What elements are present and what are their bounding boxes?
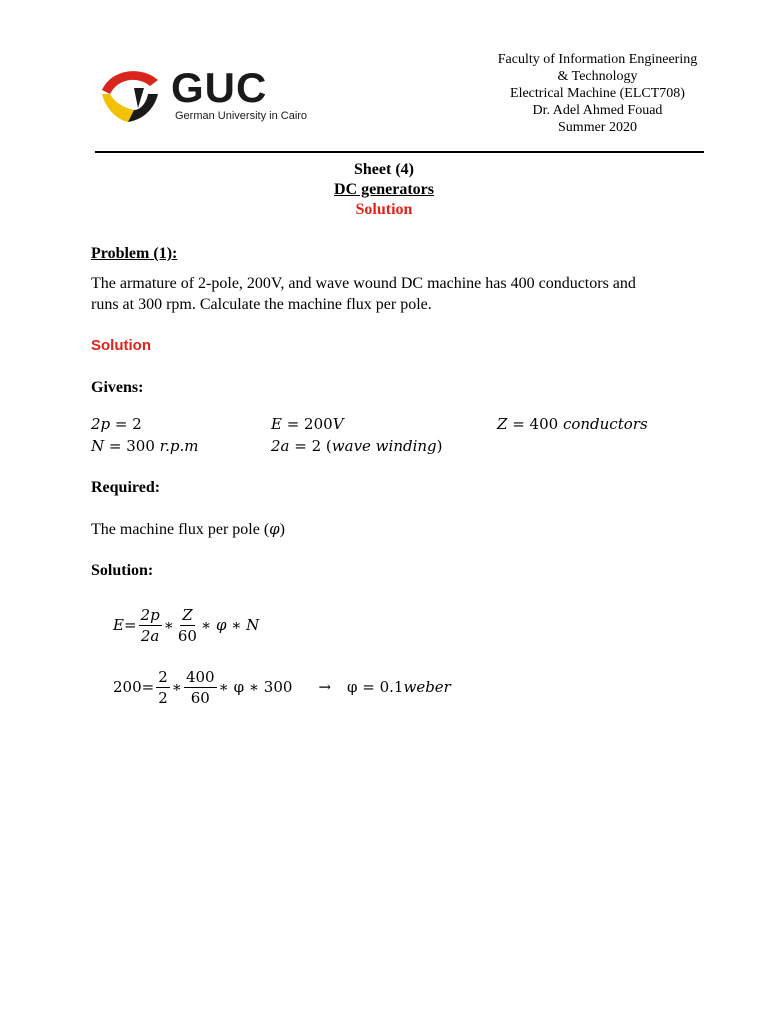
eq2-f2-num: 400 (185, 667, 215, 686)
guc-emblem-icon (98, 64, 170, 126)
header-faculty: Faculty of Information Engineering (497, 52, 698, 67)
given-speed-var: N (91, 437, 105, 455)
given-poles (91, 415, 142, 433)
eq2-equals: = (141, 678, 155, 696)
given-paths-value: = 2 ( (289, 437, 332, 455)
eq1-f1-num: 2p (140, 605, 160, 624)
logo-subtitle: German University in Cairo (175, 110, 308, 122)
sheet-subject: DC generators (334, 181, 434, 198)
given-poles-value: = 2 (110, 415, 142, 433)
eq1-f2-den: 60 (177, 626, 197, 645)
required-text (91, 520, 285, 539)
eq1-op: ∗ (163, 616, 174, 634)
eq2-f1-den: 2 (158, 688, 168, 707)
header-faculty-cont: & Technology (557, 69, 638, 84)
given-parallel-paths (271, 437, 443, 455)
eq2-arrow: → (318, 678, 332, 696)
eq2-result: φ = 0.1 (347, 678, 404, 696)
sheet-solution-label: Solution (355, 201, 413, 218)
problem-line-1: The armature of 2-pole, 200V, and wave wound DC machine has 400 conductors and (91, 275, 636, 292)
eq2-fraction-poles (156, 668, 170, 707)
given-conductors (497, 415, 648, 433)
problem-heading: Problem (1): (91, 245, 178, 262)
sheet-title: Sheet (4) (354, 161, 414, 178)
header-term: Summer 2020 (558, 120, 637, 135)
eq2-f1-num: 2 (158, 667, 168, 686)
eq1-f2-num: Z (182, 605, 193, 624)
problem-line-2: runs at 300 rpm. Calculate the machine flux per pole. (91, 296, 432, 313)
required-close: ) (279, 521, 285, 538)
eq2-unit: weber (403, 678, 451, 696)
flux-symbol: φ (269, 520, 280, 538)
required-heading: Required: (91, 479, 161, 496)
title-block (0, 160, 768, 220)
eq2-lhs: 200 (113, 678, 142, 696)
required-label: The machine flux per pole ( (91, 521, 270, 538)
given-paths-close: ) (436, 437, 443, 455)
given-paths-var: 2a (271, 437, 290, 455)
given-speed-unit: r.p.m (159, 437, 199, 455)
eq1-f1-den: 2a (140, 626, 160, 645)
eq1-equals: = (123, 616, 137, 634)
header-course: Electrical Machine (ELCT708) (510, 86, 685, 101)
header-divider (95, 151, 704, 153)
given-voltage-unit: V (332, 415, 344, 433)
given-voltage-var: E (271, 415, 282, 433)
given-poles-var: 2p (91, 415, 111, 433)
logo-wordmark: GUC (171, 64, 268, 111)
eq2-fraction-conductors (184, 668, 217, 707)
eq2-f2-den: 60 (190, 688, 210, 707)
given-voltage-value: = 200 (281, 415, 333, 433)
solution-heading: Solution: (91, 562, 154, 579)
given-conductors-value: = 400 (507, 415, 563, 433)
given-speed-value: = 300 (104, 437, 160, 455)
guc-logo (98, 64, 308, 126)
header-info (470, 51, 725, 136)
eq2-op: ∗ (171, 678, 182, 696)
solution-label: Solution (91, 337, 151, 354)
given-paths-note: wave winding (331, 437, 437, 455)
problem-statement (91, 273, 711, 315)
givens-heading: Givens: (91, 379, 144, 396)
emf-equation (113, 601, 259, 649)
given-speed (91, 437, 199, 455)
flux-calculation (113, 663, 451, 711)
header-instructor: Dr. Adel Ahmed Fouad (532, 103, 663, 118)
given-conductors-unit: conductors (562, 415, 648, 433)
given-conductors-var: Z (497, 415, 508, 433)
eq1-fraction-conductors (176, 606, 199, 645)
eq2-tail: ∗ φ ∗ 300 (218, 678, 293, 696)
given-voltage (271, 415, 344, 433)
eq1-lhs: E (113, 616, 124, 634)
eq1-tail: ∗ φ ∗ N (200, 616, 260, 634)
eq1-fraction-poles (139, 606, 162, 645)
